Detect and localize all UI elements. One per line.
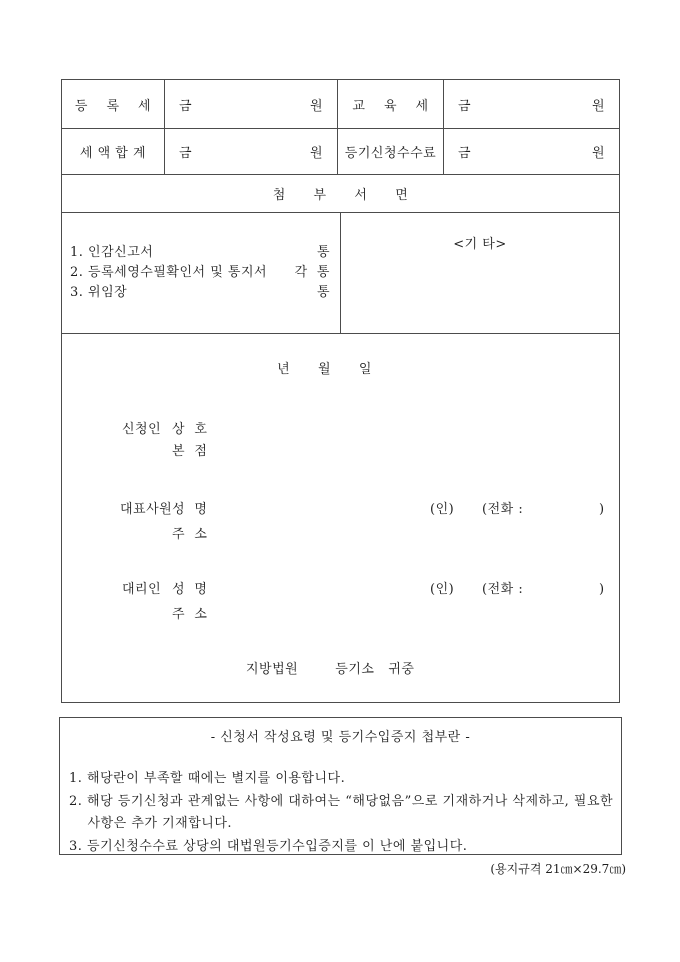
amount-unit: 원 [591,98,605,114]
agent-seal-mark: (인) [430,582,455,597]
applicant-line-2 [62,443,619,460]
date-line: 년 월 일 [277,362,372,377]
attachment-item [70,263,330,283]
education-tax-label: 교 육 세 [338,80,444,128]
amount-unit: 원 [309,146,323,161]
instructions-list [60,768,621,858]
amount-prefix: 금 [458,146,472,161]
representative-role-label: 대표사원 [120,502,173,517]
instruction-line: 1. 해당란이 부족할 때에는 별지를 이용합니다. [69,771,346,786]
attachment-count: 각 통 [294,265,330,280]
other-attachments-cell: <기 타> [453,237,507,252]
head-office-label: 본 점 [172,444,208,459]
applicant-role-label: 신청인 [122,422,162,437]
instructions-box [59,717,622,855]
amount-prefix: 금 [179,98,193,114]
registration-tax-label: 등 록 세 [62,80,165,128]
representative-address-label: 주 소 [172,527,208,542]
amount-prefix: 금 [458,98,472,114]
agent-name-label: 성 명 [172,582,208,597]
agent-phone-label: (전화 : [482,582,524,597]
attachment-list [62,213,341,333]
instruction-line: 2. 해당 등기신청과 관계없는 사항에 대하여는 “해당없음”으로 기재하거나 삭제하고, 필요한 [69,793,614,809]
education-tax-amount-field [444,80,619,128]
amount-unit: 원 [591,146,605,161]
application-fee-amount-field [444,129,619,174]
tax-row-2 [62,129,619,175]
registration-form-box [61,79,620,703]
paper-size-note: (용지규격 21㎝×29.7㎝) [490,862,626,876]
registration-tax-amount-field [165,80,338,128]
attachment-name: 1. 인감신고서 [70,245,154,260]
attachments-section-title: 첨 부 서 면 [62,175,619,213]
instruction-line: 3. 등기신청수수료 상당의 대법원등기수입증지를 이 난에 붙입니다. [69,838,468,854]
instructions-title: - 신청서 작성요령 및 등기수입증지 첩부란 - [210,730,471,745]
agent-address-label: 주 소 [172,607,208,622]
applicant-line-1 [62,421,619,438]
instruction-line: 사항은 추가 기재합니다. [69,816,233,831]
representative-name-label: 성 명 [172,502,208,517]
attachment-item [70,283,330,303]
attachment-name: 3. 위임장 [70,285,128,300]
representative-phone-label: (전화 : [482,502,524,517]
court-office-label: 지방법원 등기소 귀중 [246,662,415,677]
attachment-count: 통 [316,245,330,260]
representative-phone-close-paren: ) [599,502,605,517]
tax-row-1 [62,80,619,129]
agent-role-label: 대리인 [122,582,162,597]
attachment-item [70,243,330,263]
amount-prefix: 금 [179,146,193,161]
representative-line-2 [62,526,619,543]
representative-seal-mark: (인) [430,502,455,517]
company-name-label: 상 호 [172,422,208,437]
agent-line-2 [62,606,619,623]
agent-phone-close-paren: ) [599,582,605,597]
application-fee-label: 등기신청수수료 [338,129,444,174]
tax-total-label: 세 액 합 계 [62,129,165,174]
amount-unit: 원 [309,98,323,114]
attachment-count: 통 [316,285,330,300]
representative-line-1 [62,501,619,518]
agent-line-1 [62,581,619,598]
court-line [62,661,619,678]
attachment-name: 2. 등록세영수필확인서 및 통지서 [70,265,268,280]
signature-section [62,334,619,702]
tax-total-amount-field [165,129,338,174]
attachments-body [62,213,619,334]
